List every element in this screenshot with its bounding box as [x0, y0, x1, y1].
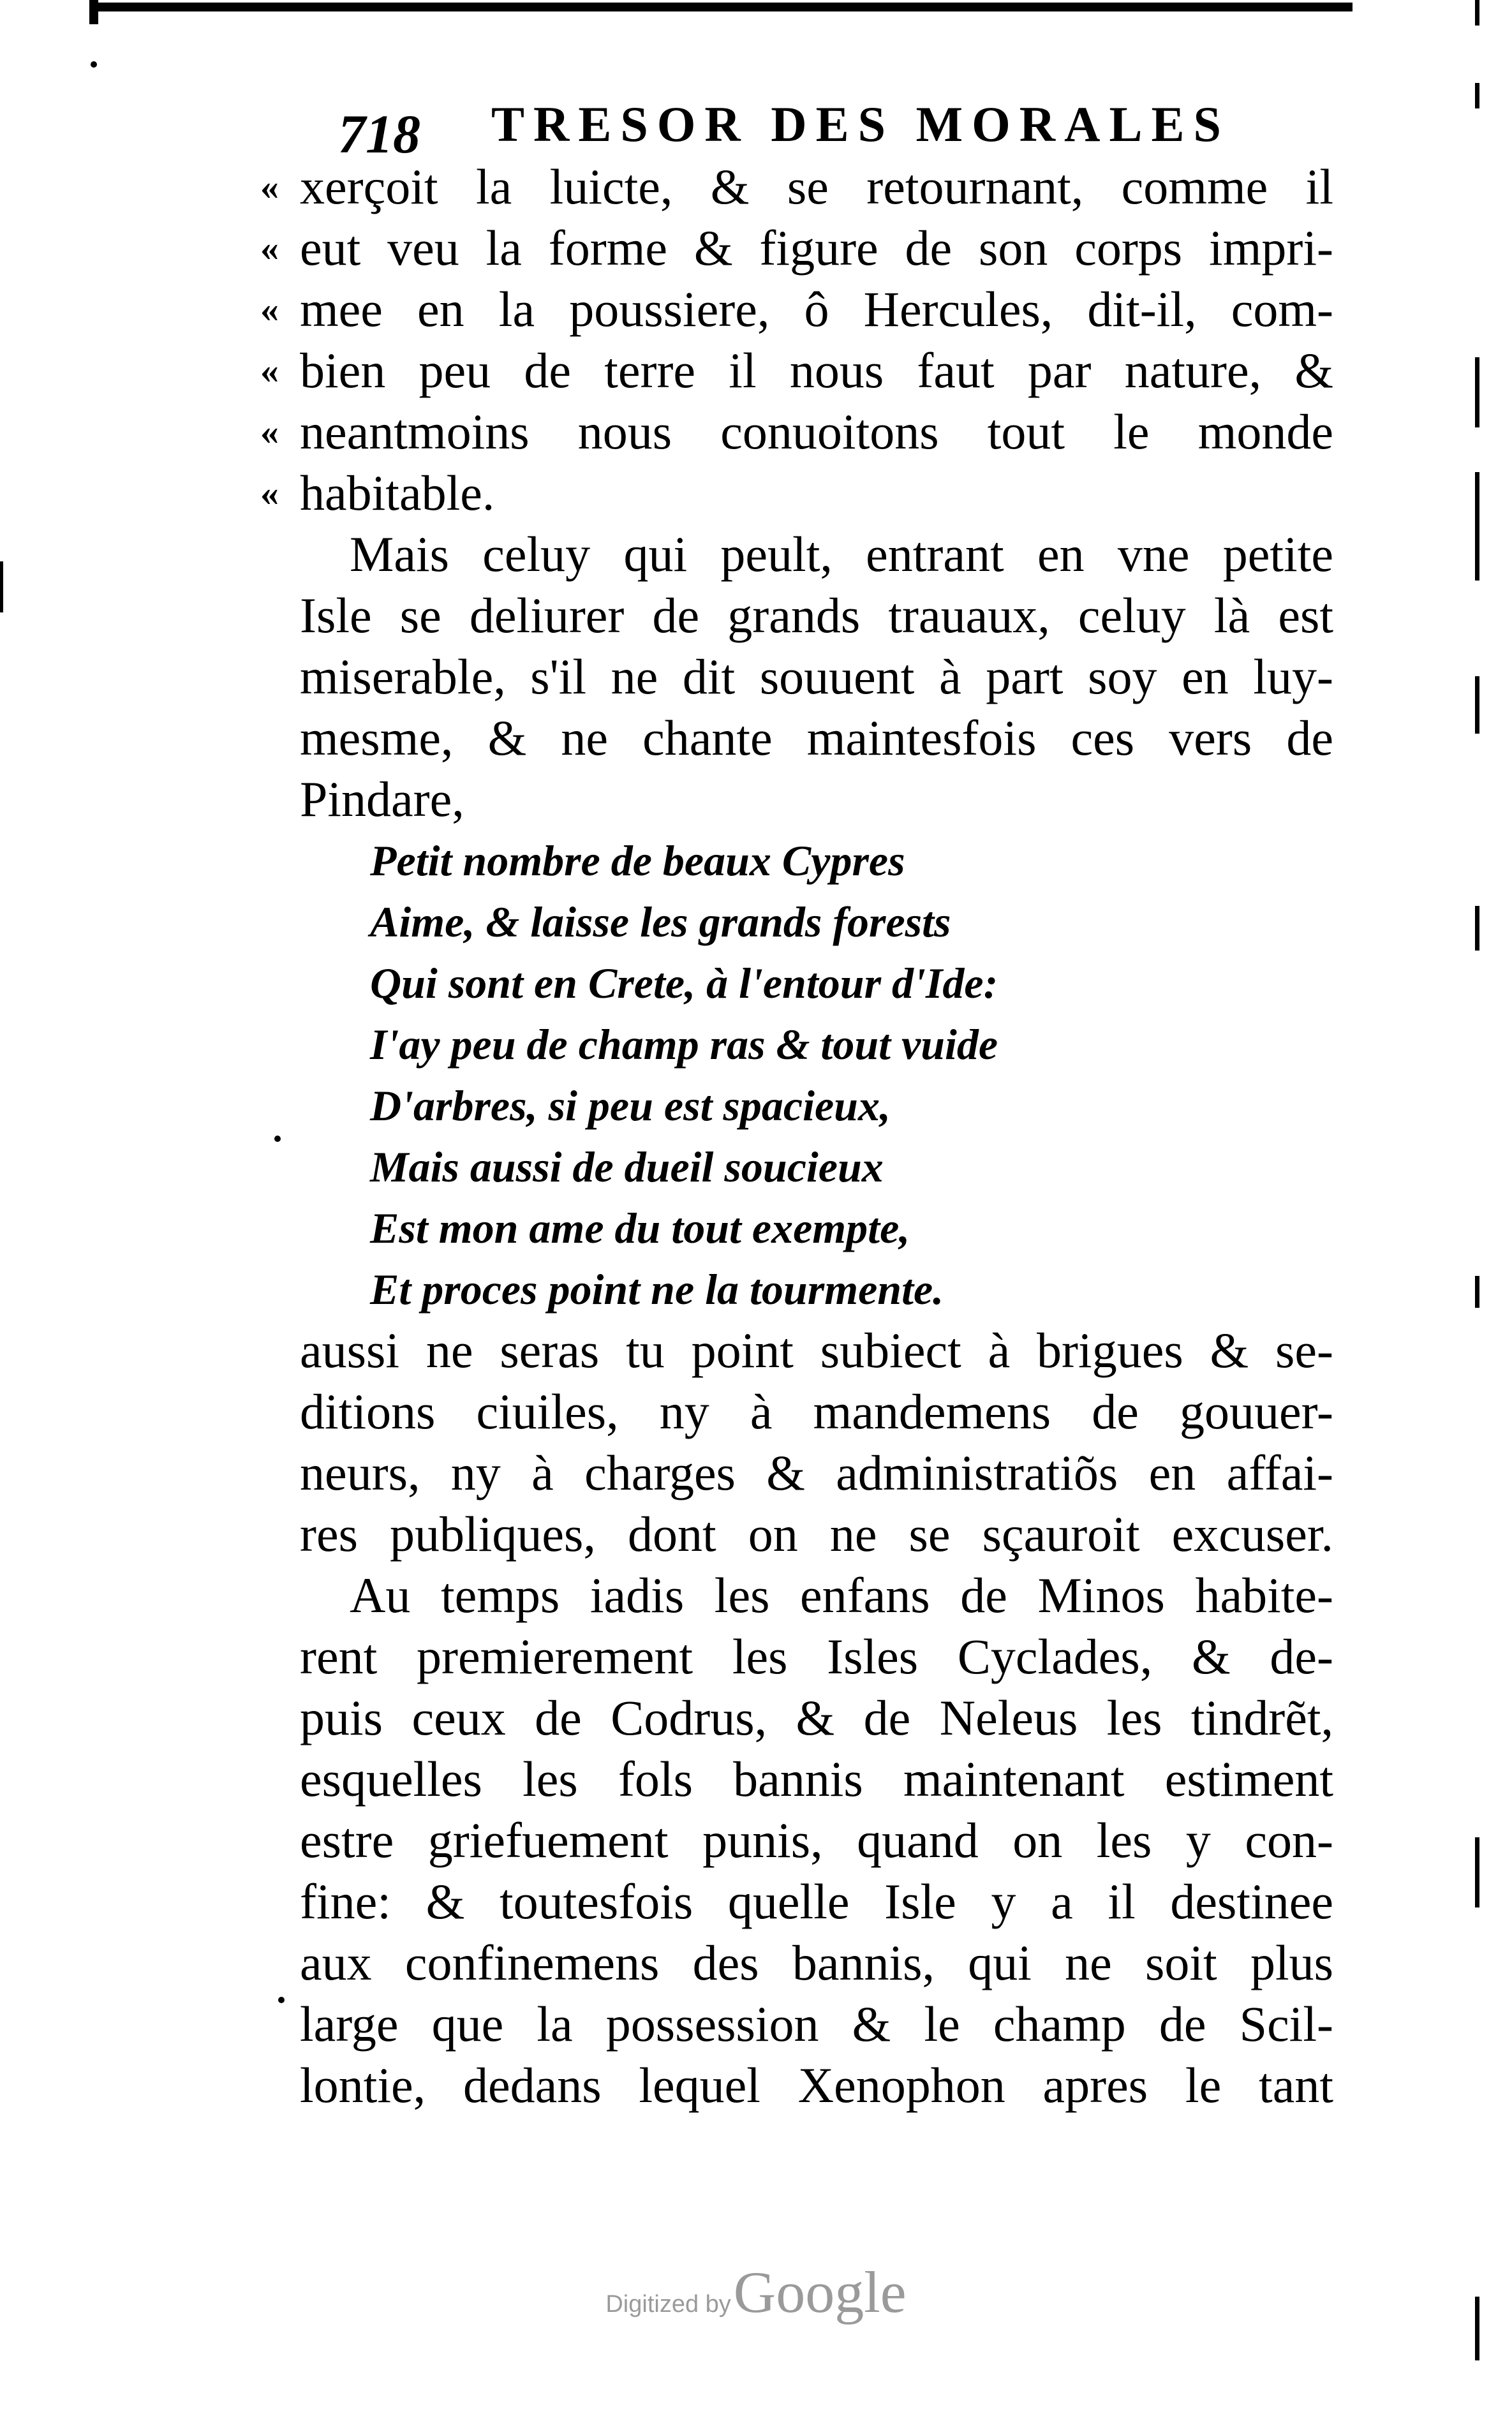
verse-line: Aime, & laisse les grands forests	[370, 898, 951, 946]
running-title: TRESOR DES MORALES	[491, 96, 1230, 152]
scan-edge-right	[1475, 1276, 1479, 1308]
quote-marker: «	[260, 472, 279, 514]
verse-line: Mais aussi de dueil soucieux	[370, 1143, 884, 1191]
verse-line: Et proces point ne la tourmente.	[370, 1265, 944, 1314]
scan-speck	[278, 1997, 285, 2003]
text-line: ditions ciuiles, ny à mandemens de gouuer-	[300, 1384, 1333, 1439]
quote-marker: «	[260, 288, 279, 330]
text-line: neurs, ny à charges & administratiõs en affai-	[300, 1445, 1333, 1500]
text-line: aux confinemens des bannis, qui ne soit plus	[300, 1935, 1333, 1990]
scan-edge-right	[1475, 676, 1479, 734]
page-number: 718	[338, 103, 420, 165]
text-line: rent premierement les Isles Cyclades, & de-	[300, 1629, 1333, 1684]
scan-edge-right	[1475, 1837, 1479, 1907]
quoted-passage	[260, 156, 1333, 524]
scan-speck	[91, 61, 97, 68]
scan-edge-left	[0, 561, 3, 612]
text-line: mesme, & ne chante maintesfois ces vers de	[300, 710, 1333, 766]
quoted-line: « xerçoit la luicte, & se retournant, comme il	[300, 156, 1333, 218]
text-line: res publiques, dont on ne se sçauroit excuser.	[300, 1506, 1333, 1562]
quoted-line: « neantmoins nous conuoitons tout le monde	[300, 401, 1333, 463]
text-line: esquelles les fols bannis maintenant estiment	[300, 1751, 1333, 1807]
text-line: Pindare,	[300, 771, 464, 827]
scan-speck	[274, 1136, 281, 1142]
quote-marker: «	[260, 166, 279, 207]
verse-line: Qui sont en Crete, à l'entour d'Ide:	[370, 959, 998, 1007]
quoted-line: « mee en la poussiere, ô Hercules, dit-il, com-	[300, 279, 1333, 340]
google-logo: Google	[733, 2260, 907, 2325]
verse-line: Petit nombre de beaux Cypres	[370, 836, 905, 885]
text-line: puis ceux de Codrus, & de Neleus les tindrẽt,	[300, 1690, 1333, 1745]
paragraph-pindare	[300, 524, 1333, 830]
text-line: fine: & toutesfois quelle Isle y a il destinee	[300, 1874, 1333, 1929]
scan-edge-right	[1475, 0, 1479, 26]
text-line: estre griefuement punis, quand on les y con-	[300, 1812, 1333, 1868]
quoted-line: « bien peu de terre il nous faut par nature, &	[300, 340, 1333, 401]
verse-quotation	[370, 830, 1333, 1320]
scan-edge-top	[89, 3, 1353, 11]
scan-edge-right	[1475, 357, 1479, 427]
verse-line: I'ay peu de champ ras & tout vuide	[370, 1020, 998, 1069]
text-line: lontie, dedans lequel Xenophon apres le tant	[300, 2057, 1333, 2113]
scan-edge-corner	[89, 0, 98, 24]
verse-line: Est mon ame du tout exempte,	[370, 1204, 910, 1252]
digitization-watermark	[0, 2258, 1512, 2326]
text-line: Isle se deliurer de grands trauaux, celuy là est	[300, 588, 1333, 643]
text-line: aussi ne seras tu point subiect à brigues & se-	[300, 1322, 1333, 1378]
paragraph-seditions	[300, 1320, 1333, 1565]
digitized-by-label: Digitized by	[605, 2291, 731, 2318]
body-text	[260, 156, 1333, 2116]
text-line: Mais celuy qui peult, entrant en vne petite	[350, 526, 1333, 582]
text-line: large que la possession & le champ de Scil-	[300, 1996, 1333, 2052]
quote-marker: «	[260, 350, 279, 391]
scan-edge-right	[1475, 472, 1479, 581]
quote-marker: «	[260, 411, 279, 452]
page-header	[332, 96, 1327, 166]
quoted-line: « eut veu la forme & figure de son corps impri-	[300, 218, 1333, 279]
paragraph-minos	[300, 1565, 1333, 2116]
verse-line: D'arbres, si peu est spacieux,	[370, 1081, 891, 1130]
scan-edge-right	[1475, 83, 1479, 108]
text-line: miserable, s'il ne dit souuent à part soy en luy-	[300, 649, 1333, 704]
text-line: Au temps iadis les enfans de Minos habite-	[350, 1567, 1333, 1623]
quote-marker: «	[260, 227, 279, 269]
scan-edge-right	[1475, 906, 1479, 951]
quoted-line: « habitable.	[300, 463, 1333, 524]
